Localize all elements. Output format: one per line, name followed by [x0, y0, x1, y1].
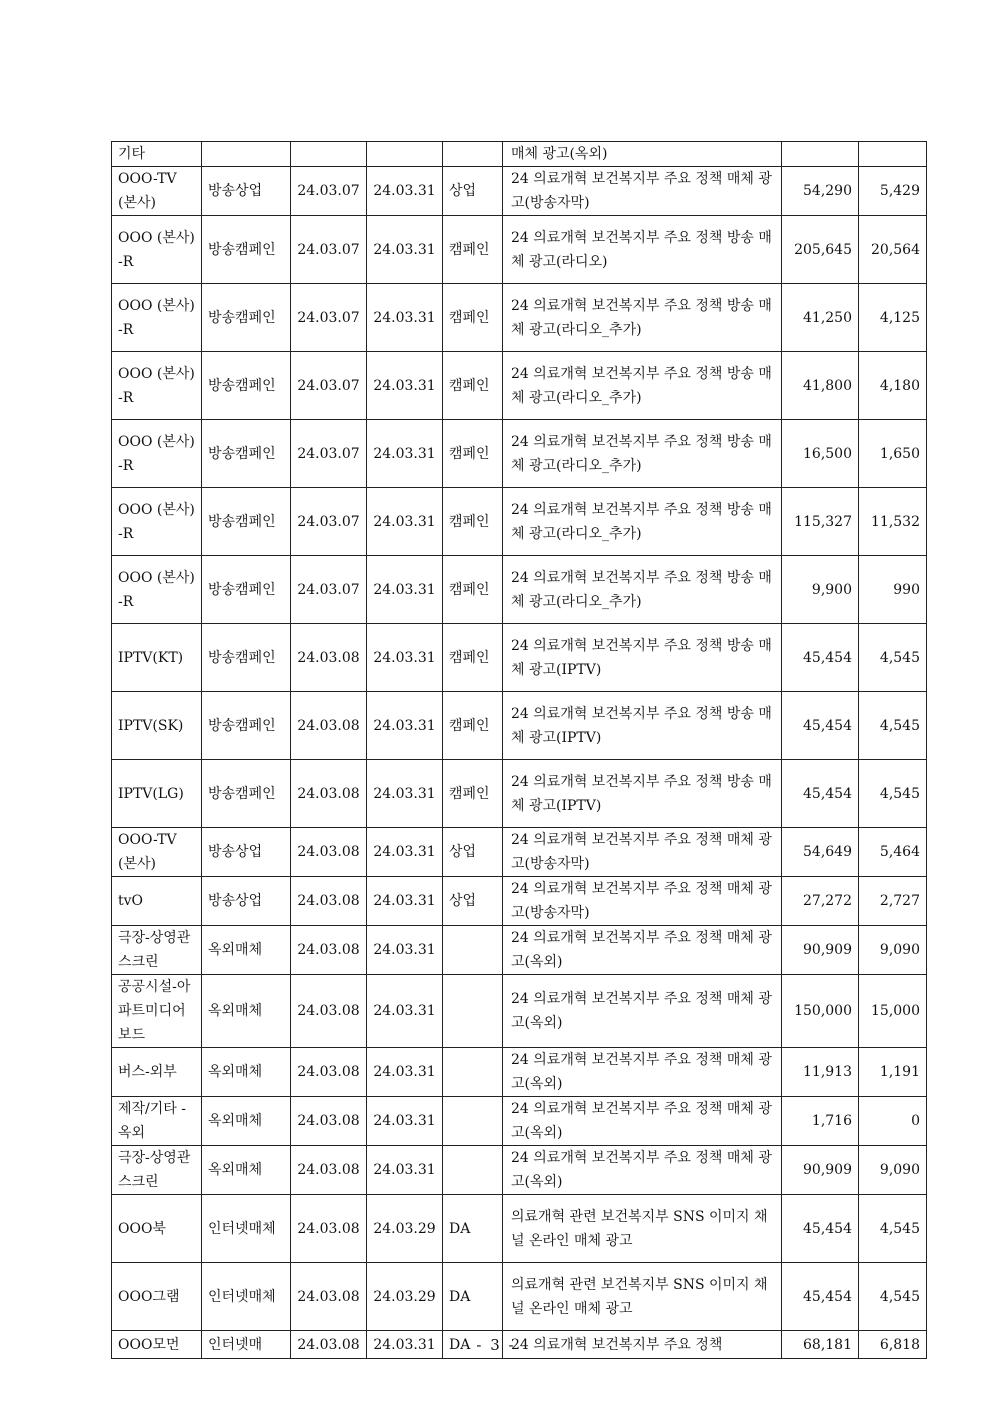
ad-type-cell: 상업: [443, 167, 503, 216]
description-cell: 24 의료개혁 보건복지부 주요 정책 매체 광고(옥외): [503, 926, 782, 975]
ad-type-cell: 캠페인: [443, 284, 503, 352]
ad-type-cell: DA: [443, 1331, 503, 1359]
table-row: [112, 926, 927, 975]
vat-cell: 15,000: [859, 975, 927, 1048]
media-name-cell: OOO그램: [112, 1263, 202, 1331]
amount-cell: 41,250: [782, 284, 859, 352]
description-cell: 의료개혁 관련 보건복지부 SNS 이미지 채널 온라인 매체 광고: [503, 1195, 782, 1263]
media-kind-cell: 방송상업: [202, 877, 291, 926]
vat-cell: 11,532: [859, 488, 927, 556]
start-date-cell: 24.03.08: [291, 1048, 367, 1097]
table-row: [112, 167, 927, 216]
description-cell: 24 의료개혁 보건복지부 주요 정책 매체 광고(옥외): [503, 1146, 782, 1195]
table-row: [112, 284, 927, 352]
vat-cell: 990: [859, 556, 927, 624]
amount-cell: 11,913: [782, 1048, 859, 1097]
media-name-cell: OOO (본사)-R: [112, 284, 202, 352]
end-date-cell: 24.03.31: [367, 284, 443, 352]
media-kind-cell: 옥외매체: [202, 926, 291, 975]
vat-cell: 4,545: [859, 1195, 927, 1263]
vat-cell: 4,545: [859, 1263, 927, 1331]
start-date-cell: 24.03.08: [291, 877, 367, 926]
media-name-cell: OOO (본사)-R: [112, 352, 202, 420]
amount-cell: 45,454: [782, 692, 859, 760]
ad-type-cell: 캠페인: [443, 692, 503, 760]
amount-cell: 1,716: [782, 1097, 859, 1146]
vat-cell: 4,125: [859, 284, 927, 352]
description-cell: 24 의료개혁 보건복지부 주요 정책 방송 매체 광고(라디오_추가): [503, 556, 782, 624]
start-date-cell: 24.03.08: [291, 926, 367, 975]
description-cell: 24 의료개혁 보건복지부 주요 정책 방송 매체 광고(IPTV): [503, 692, 782, 760]
end-date-cell: 24.03.31: [367, 216, 443, 284]
vat-cell: 9,090: [859, 1146, 927, 1195]
media-name-cell: IPTV(KT): [112, 624, 202, 692]
description-cell: 24 의료개혁 보건복지부 주요 정책 방송 매체 광고(라디오_추가): [503, 284, 782, 352]
vat-cell: 6,818: [859, 1331, 927, 1359]
ad-type-cell: [443, 142, 503, 167]
vat-cell: 1,191: [859, 1048, 927, 1097]
amount-cell: 41,800: [782, 352, 859, 420]
amount-cell: 115,327: [782, 488, 859, 556]
media-kind-cell: 방송캠페인: [202, 420, 291, 488]
vat-cell: 0: [859, 1097, 927, 1146]
start-date-cell: 24.03.08: [291, 1263, 367, 1331]
description-cell: 24 의료개혁 보건복지부 주요 정책 매체 광고(방송자막): [503, 877, 782, 926]
table-body: [112, 142, 927, 1359]
amount-cell: [782, 142, 859, 167]
end-date-cell: 24.03.31: [367, 1331, 443, 1359]
amount-cell: 16,500: [782, 420, 859, 488]
start-date-cell: [291, 142, 367, 167]
start-date-cell: 24.03.07: [291, 352, 367, 420]
table-row: [112, 488, 927, 556]
table-row: [112, 760, 927, 828]
media-kind-cell: 옥외매체: [202, 975, 291, 1048]
ad-type-cell: 캠페인: [443, 760, 503, 828]
start-date-cell: 24.03.07: [291, 167, 367, 216]
vat-cell: 5,429: [859, 167, 927, 216]
vat-cell: 20,564: [859, 216, 927, 284]
ad-type-cell: [443, 1048, 503, 1097]
media-name-cell: 제작/기타 -옥외: [112, 1097, 202, 1146]
media-kind-cell: [202, 142, 291, 167]
table-row: [112, 420, 927, 488]
table-row: [112, 975, 927, 1048]
vat-cell: 5,464: [859, 828, 927, 877]
end-date-cell: [367, 142, 443, 167]
ad-type-cell: 상업: [443, 828, 503, 877]
table-row: [112, 692, 927, 760]
media-kind-cell: 옥외매체: [202, 1097, 291, 1146]
media-name-cell: OOO (본사)-R: [112, 556, 202, 624]
vat-cell: [859, 142, 927, 167]
end-date-cell: 24.03.31: [367, 692, 443, 760]
start-date-cell: 24.03.08: [291, 692, 367, 760]
start-date-cell: 24.03.07: [291, 556, 367, 624]
description-cell: 24 의료개혁 보건복지부 주요 정책 방송 매체 광고(라디오_추가): [503, 488, 782, 556]
media-name-cell: OOO북: [112, 1195, 202, 1263]
media-name-cell: IPTV(SK): [112, 692, 202, 760]
amount-cell: 54,290: [782, 167, 859, 216]
end-date-cell: 24.03.31: [367, 167, 443, 216]
media-kind-cell: 인터넷매체: [202, 1263, 291, 1331]
media-kind-cell: 방송캠페인: [202, 216, 291, 284]
description-cell: 매체 광고(옥외): [503, 142, 782, 167]
media-name-cell: OOO (본사)-R: [112, 488, 202, 556]
media-kind-cell: 인터넷매체: [202, 1195, 291, 1263]
start-date-cell: 24.03.08: [291, 1195, 367, 1263]
description-cell: 24 의료개혁 보건복지부 주요 정책 매체 광고(옥외): [503, 1048, 782, 1097]
description-cell: 24 의료개혁 보건복지부 주요 정책 방송 매체 광고(라디오_추가): [503, 352, 782, 420]
media-kind-cell: 방송캠페인: [202, 692, 291, 760]
start-date-cell: 24.03.07: [291, 216, 367, 284]
end-date-cell: 24.03.31: [367, 926, 443, 975]
media-kind-cell: 옥외매체: [202, 1048, 291, 1097]
start-date-cell: 24.03.07: [291, 488, 367, 556]
end-date-cell: 24.03.29: [367, 1195, 443, 1263]
ad-type-cell: DA: [443, 1263, 503, 1331]
amount-cell: 9,900: [782, 556, 859, 624]
amount-cell: 205,645: [782, 216, 859, 284]
media-name-cell: OOO-TV (본사): [112, 167, 202, 216]
start-date-cell: 24.03.07: [291, 284, 367, 352]
start-date-cell: 24.03.08: [291, 1331, 367, 1359]
end-date-cell: 24.03.31: [367, 1097, 443, 1146]
end-date-cell: 24.03.31: [367, 760, 443, 828]
media-kind-cell: 방송캠페인: [202, 624, 291, 692]
table-row: [112, 828, 927, 877]
media-name-cell: OOO (본사)-R: [112, 216, 202, 284]
ad-type-cell: 캠페인: [443, 216, 503, 284]
vat-cell: 4,545: [859, 760, 927, 828]
amount-cell: 45,454: [782, 624, 859, 692]
table-row: [112, 216, 927, 284]
amount-cell: 90,909: [782, 926, 859, 975]
ad-type-cell: 상업: [443, 877, 503, 926]
amount-cell: 45,454: [782, 1263, 859, 1331]
table-row: [112, 142, 927, 167]
description-cell: 24 의료개혁 보건복지부 주요 정책 방송 매체 광고(라디오_추가): [503, 420, 782, 488]
amount-cell: 54,649: [782, 828, 859, 877]
end-date-cell: 24.03.31: [367, 556, 443, 624]
ad-type-cell: 캠페인: [443, 556, 503, 624]
start-date-cell: 24.03.08: [291, 760, 367, 828]
vat-cell: 2,727: [859, 877, 927, 926]
end-date-cell: 24.03.31: [367, 877, 443, 926]
table-row: [112, 352, 927, 420]
amount-cell: 45,454: [782, 1195, 859, 1263]
start-date-cell: 24.03.08: [291, 828, 367, 877]
table-row: [112, 1097, 927, 1146]
start-date-cell: 24.03.08: [291, 624, 367, 692]
end-date-cell: 24.03.31: [367, 975, 443, 1048]
ad-type-cell: [443, 1097, 503, 1146]
media-kind-cell: 방송캠페인: [202, 352, 291, 420]
ad-type-cell: DA: [443, 1195, 503, 1263]
table-row: [112, 1146, 927, 1195]
amount-cell: 90,909: [782, 1146, 859, 1195]
description-cell: 24 의료개혁 보건복지부 주요 정책 방송 매체 광고(라디오): [503, 216, 782, 284]
ad-type-cell: [443, 926, 503, 975]
media-name-cell: 극장-상영관스크린: [112, 1146, 202, 1195]
media-name-cell: 극장-상영관스크린: [112, 926, 202, 975]
table-row: [112, 877, 927, 926]
description-cell: 24 의료개혁 보건복지부 주요 정책 매체 광고(방송자막): [503, 167, 782, 216]
description-cell: 24 의료개혁 보건복지부 주요 정책 방송 매체 광고(IPTV): [503, 760, 782, 828]
media-name-cell: 공공시설-아파트미디어보드: [112, 975, 202, 1048]
media-kind-cell: 방송캠페인: [202, 488, 291, 556]
media-kind-cell: 방송상업: [202, 167, 291, 216]
description-cell: 24 의료개혁 보건복지부 주요 정책: [503, 1331, 782, 1359]
table-row: [112, 556, 927, 624]
description-cell: 24 의료개혁 보건복지부 주요 정책 매체 광고(방송자막): [503, 828, 782, 877]
ad-type-cell: 캠페인: [443, 352, 503, 420]
end-date-cell: 24.03.31: [367, 352, 443, 420]
media-kind-cell: 방송상업: [202, 828, 291, 877]
end-date-cell: 24.03.31: [367, 1146, 443, 1195]
end-date-cell: 24.03.31: [367, 624, 443, 692]
start-date-cell: 24.03.07: [291, 420, 367, 488]
page-number: - 3 -: [476, 1336, 516, 1354]
end-date-cell: 24.03.31: [367, 828, 443, 877]
vat-cell: 9,090: [859, 926, 927, 975]
table-row: [112, 1263, 927, 1331]
media-name-cell: 버스-외부: [112, 1048, 202, 1097]
amount-cell: 27,272: [782, 877, 859, 926]
media-name-cell: IPTV(LG): [112, 760, 202, 828]
end-date-cell: 24.03.31: [367, 488, 443, 556]
vat-cell: 4,180: [859, 352, 927, 420]
media-name-cell: OOO (본사)-R: [112, 420, 202, 488]
description-cell: 24 의료개혁 보건복지부 주요 정책 매체 광고(옥외): [503, 975, 782, 1048]
media-kind-cell: 방송캠페인: [202, 556, 291, 624]
description-cell: 24 의료개혁 보건복지부 주요 정책 방송 매체 광고(IPTV): [503, 624, 782, 692]
amount-cell: 68,181: [782, 1331, 859, 1359]
ad-type-cell: [443, 1146, 503, 1195]
media-name-cell: 기타: [112, 142, 202, 167]
end-date-cell: 24.03.31: [367, 420, 443, 488]
media-kind-cell: 옥외매체: [202, 1146, 291, 1195]
end-date-cell: 24.03.29: [367, 1263, 443, 1331]
media-name-cell: tvO: [112, 877, 202, 926]
media-kind-cell: 방송캠페인: [202, 284, 291, 352]
vat-cell: 4,545: [859, 624, 927, 692]
table-row: [112, 1195, 927, 1263]
description-cell: 24 의료개혁 보건복지부 주요 정책 매체 광고(옥외): [503, 1097, 782, 1146]
ad-type-cell: [443, 975, 503, 1048]
table-row: [112, 1048, 927, 1097]
media-name-cell: OOO-TV (본사): [112, 828, 202, 877]
amount-cell: 150,000: [782, 975, 859, 1048]
ad-type-cell: 캠페인: [443, 488, 503, 556]
start-date-cell: 24.03.08: [291, 975, 367, 1048]
amount-cell: 45,454: [782, 760, 859, 828]
ad-type-cell: 캠페인: [443, 624, 503, 692]
vat-cell: 4,545: [859, 692, 927, 760]
start-date-cell: 24.03.08: [291, 1097, 367, 1146]
media-kind-cell: 방송캠페인: [202, 760, 291, 828]
vat-cell: 1,650: [859, 420, 927, 488]
media-ad-table: [111, 141, 927, 1359]
media-kind-cell: 인터넷매: [202, 1331, 291, 1359]
table-row: [112, 624, 927, 692]
media-name-cell: OOO모먼: [112, 1331, 202, 1359]
ad-type-cell: 캠페인: [443, 420, 503, 488]
description-cell: 의료개혁 관련 보건복지부 SNS 이미지 채널 온라인 매체 광고: [503, 1263, 782, 1331]
start-date-cell: 24.03.08: [291, 1146, 367, 1195]
end-date-cell: 24.03.31: [367, 1048, 443, 1097]
